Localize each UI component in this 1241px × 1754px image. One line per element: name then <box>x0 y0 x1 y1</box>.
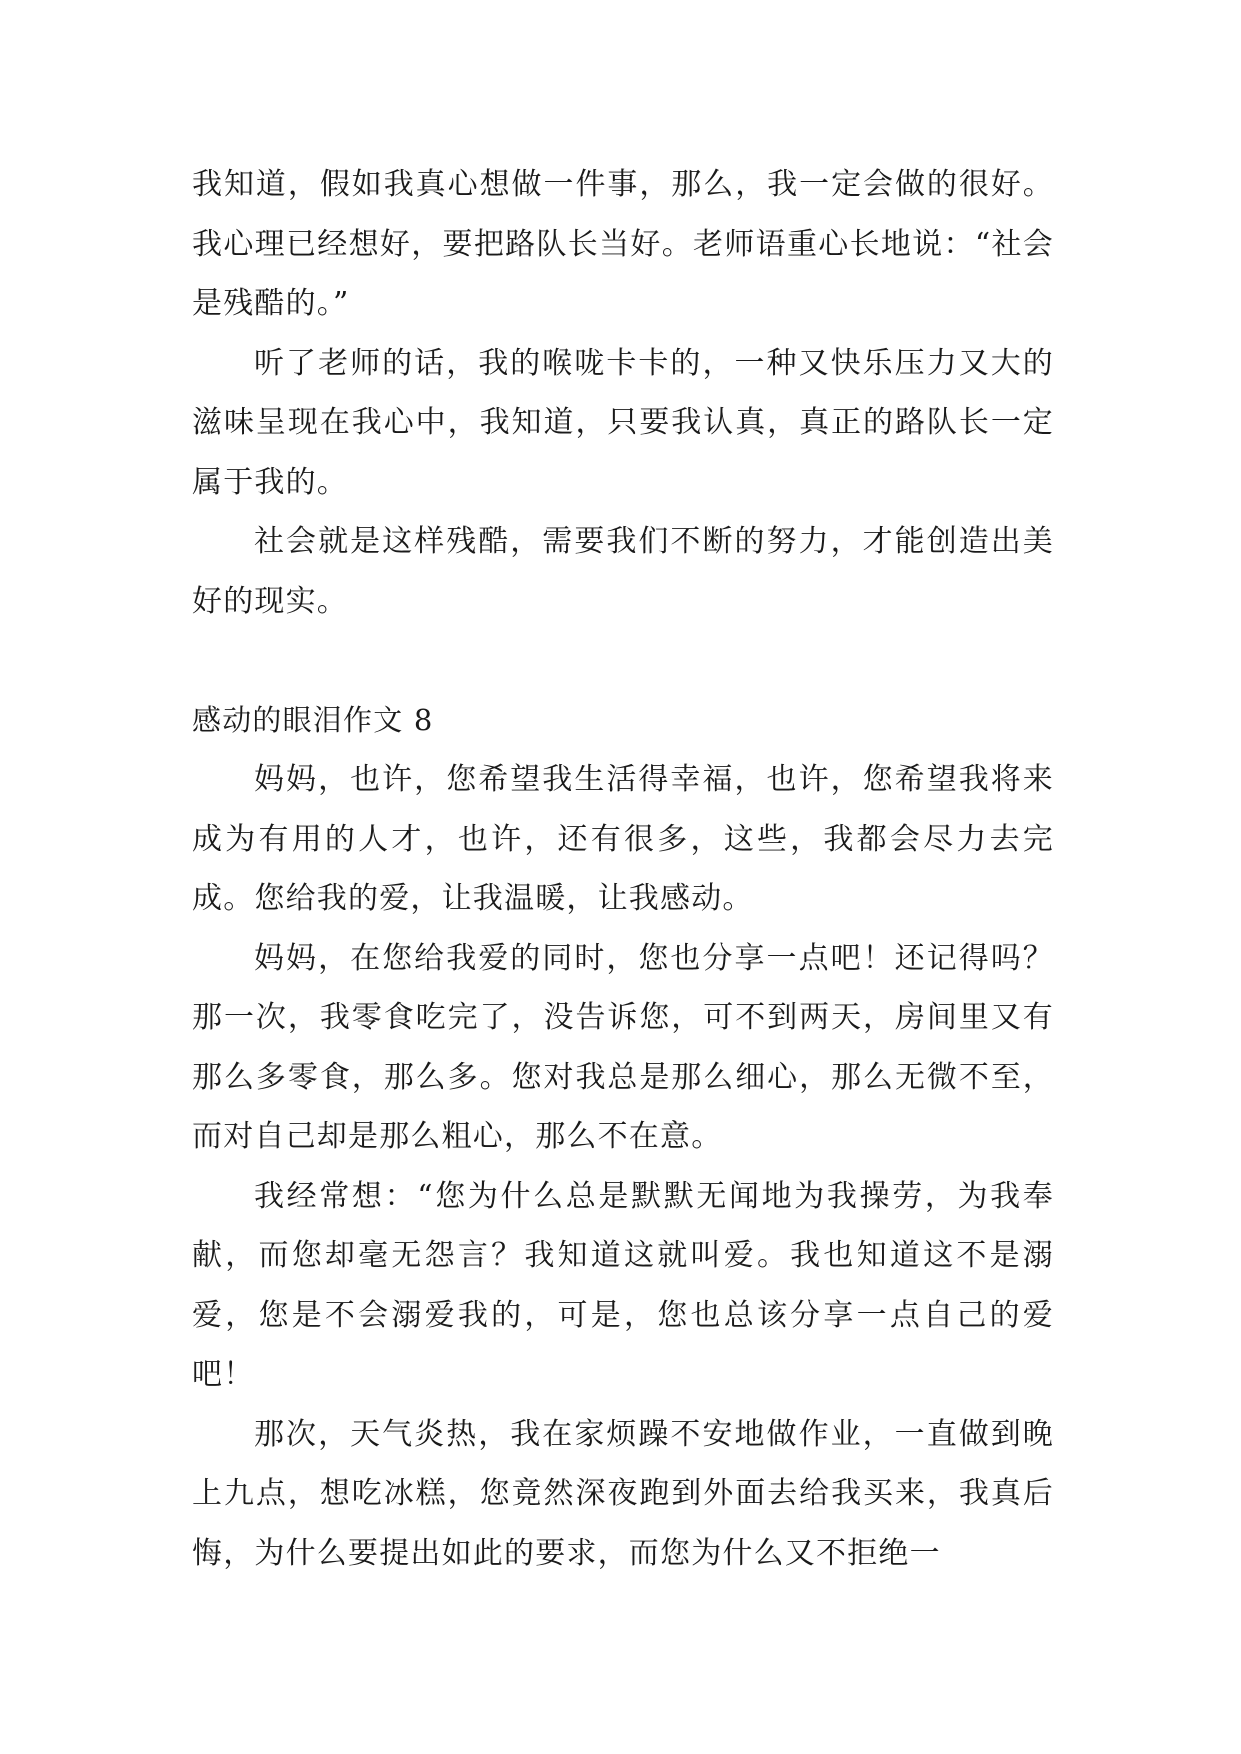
paragraph: 那次，天气炎热，我在家烦躁不安地做作业，一直做到晚上九点，想吃冰糕，您竟然深夜跑到外面去给我买来，我真后悔，为什么要提出如此的要求，而您为什么又不拒绝一 <box>192 1416 1054 1571</box>
document-body <box>192 155 1054 1583</box>
section-title: 感动的眼泪作文 8 <box>192 702 434 737</box>
paragraph: 妈妈，在您给我爱的同时，您也分享一点吧！还记得吗？那一次，我零食吃完了，没告诉您，可不到两天，房间里又有那么多零食，那么多。您对我总是那么细心，那么无微不至，而对自己却是那么粗心，那么不在意。 <box>192 940 1054 1154</box>
paragraph: 妈妈，也许，您希望我生活得幸福，也许，您希望我将来成为有用的人才，也许，还有很多，这些，我都会尽力去完成。您给我的爱，让我温暖，让我感动。 <box>192 762 1054 916</box>
paragraph-continuation: 我知道，假如我真心想做一件事，那么，我一定会做的很好。我心理已经想好，要把路队长当好。老师语重心长地说：“社会是残酷的。” <box>192 167 1054 321</box>
paragraph: 听了老师的话，我的喉咙卡卡的，一种又快乐压力又大的滋味呈现在我心中，我知道，只要我认真，真正的路队长一定属于我的。 <box>192 345 1054 500</box>
paragraph: 社会就是这样残酷，需要我们不断的努力，才能创造出美好的现实。 <box>192 524 1054 619</box>
paragraph: 我经常想：“您为什么总是默默无闻地为我操劳，为我奉献，而您却毫无怨言？我知道这就叫爱。我也知道这不是溺爱，您是不会溺爱我的，可是，您也总该分享一点自己的爱吧！ <box>192 1178 1054 1392</box>
